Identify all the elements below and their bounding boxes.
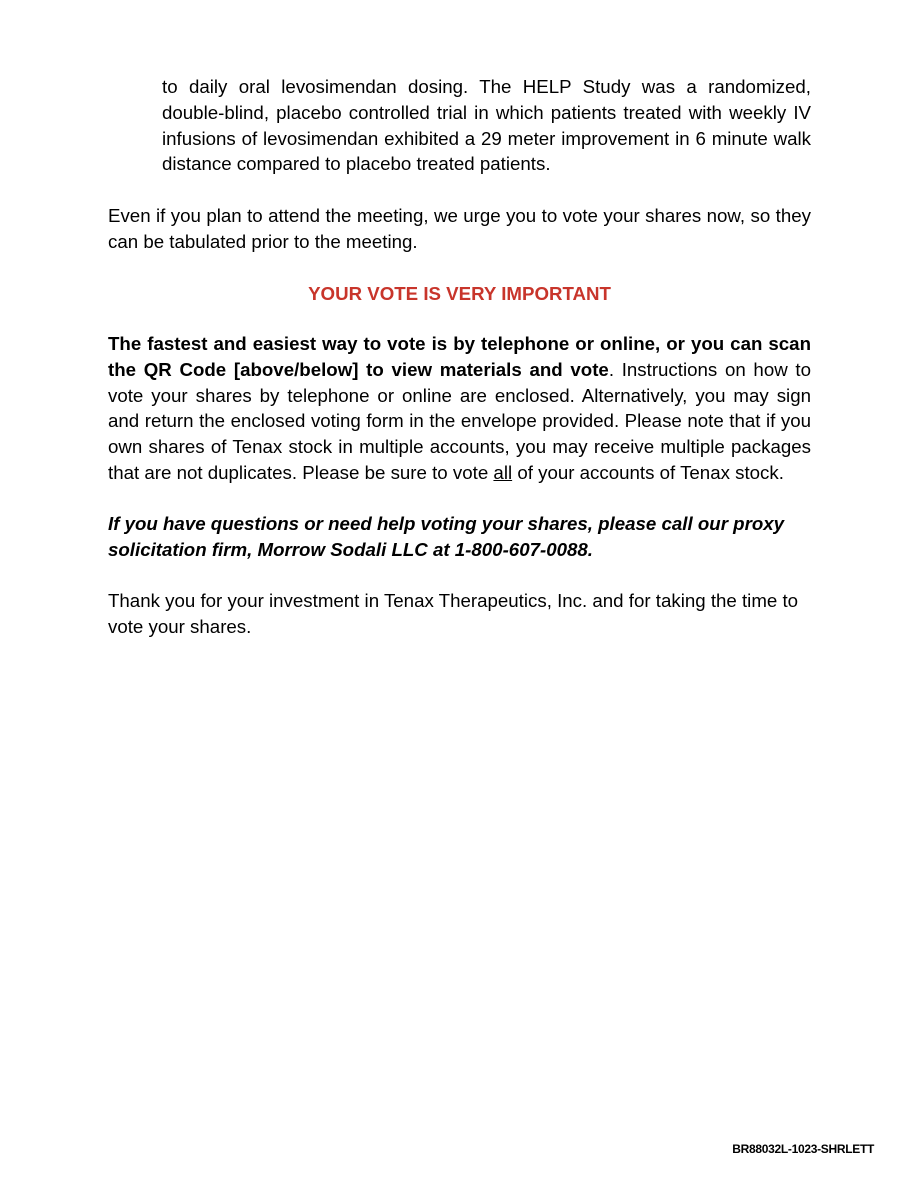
questions-paragraph: If you have questions or need help voting your shares, please call our proxy solicitation firm, Morrow Sodali LLC at 1-800-607-0088. — [108, 513, 785, 560]
help-study-paragraph: to daily oral levosimendan dosing. The HELP Study was a randomized, double-blind, placebo controlled trial in which patients treated with weekly IV infusions of levosimendan exhibited a 29 meter improvement in 6 minute walk distance compared to placebo treated patients. — [162, 76, 811, 175]
thank-you-paragraph: Thank you for your investment in Tenax Therapeutics, Inc. and for taking the time to vote your shares. — [108, 590, 799, 637]
urge-vote-paragraph: Even if you plan to attend the meeting, we urge you to vote your shares now, so they can be tabulated prior to the meeting. — [108, 205, 811, 252]
vote-important-heading: YOUR VOTE IS VERY IMPORTANT — [308, 283, 611, 304]
document-code: BR88032L-1023-SHRLETT — [732, 1142, 874, 1156]
voting-instructions-bold-lead: The fastest and easiest way to vote is by telephone or online, or you can scan the QR Code [above/below] to view materials and vote — [108, 333, 811, 380]
voting-instructions-paragraph — [108, 331, 811, 486]
voting-instructions-tail: of your accounts of Tenax stock. — [512, 461, 784, 483]
underlined-all-word: all — [493, 461, 513, 483]
voting-instructions-body: . Instructions on how to vote your shares by telephone or online are enclosed. Alternatively, you may sign and return the enclosed voting form in the envelope provided. Please note that if you own shares of Tenax stock in multiple accounts, you may receive multiple packages that are not duplicates. Please be sure to vote — [108, 358, 811, 483]
